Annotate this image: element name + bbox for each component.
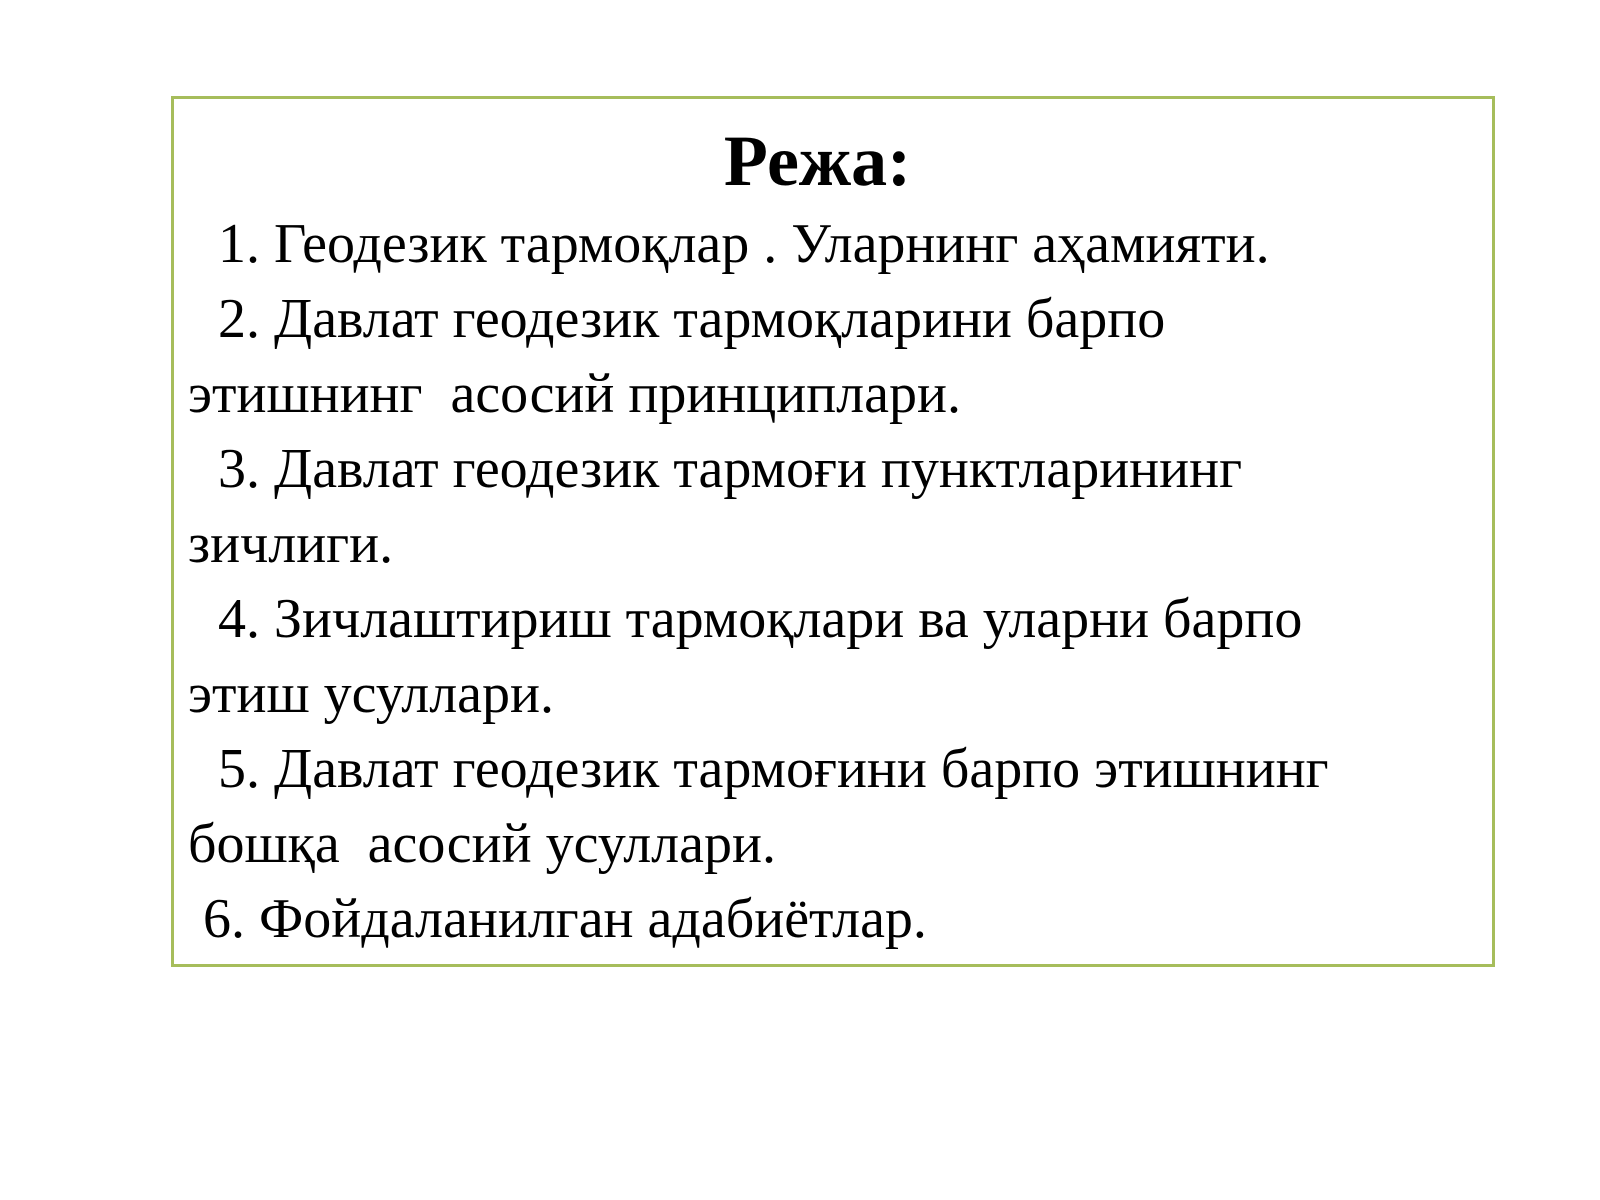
list-item — [188, 882, 1488, 957]
plan-list — [188, 207, 1488, 957]
list-item-continuation: этиш усуллари. — [188, 663, 554, 725]
list-item-line: 4. Зичлаштириш тармоқлари ва уларни барпо — [218, 588, 1303, 650]
list-item-line: 1. Геодезик тармоқлар . Уларнинг аҳамияти. — [218, 213, 1270, 275]
page-title: Режа: — [723, 121, 912, 201]
list-item — [188, 207, 1488, 282]
list-item — [188, 432, 1488, 582]
list-item-line: 6. Фойдаланилган адабиётлар. — [203, 888, 927, 950]
list-item-line: 3. Давлат геодезик тармоғи пунктларининг — [218, 438, 1243, 500]
list-item-continuation: бошқа асосий усуллари. — [188, 813, 776, 875]
list-item — [188, 282, 1488, 432]
list-item-line: 5. Давлат геодезик тармоғини барпо этишнинг — [218, 738, 1329, 800]
list-item — [188, 732, 1488, 882]
list-item-line: 2. Давлат геодезик тармоқларини барпо — [218, 288, 1166, 350]
list-item-continuation: этишнинг асосий принциплари. — [188, 363, 961, 425]
list-item-continuation: зичлиги. — [188, 513, 394, 575]
list-item — [188, 582, 1488, 732]
